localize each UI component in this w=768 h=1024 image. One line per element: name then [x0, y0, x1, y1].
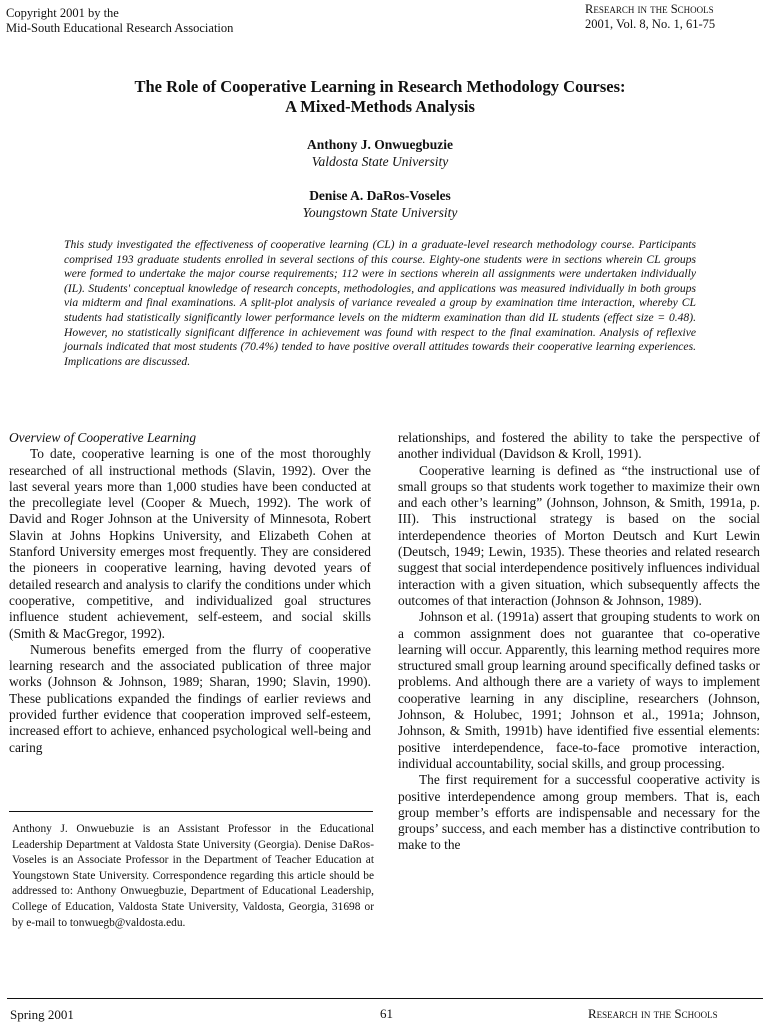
- body-column-right: [398, 430, 760, 854]
- author-name: Denise A. DaRos-Voseles: [309, 188, 451, 203]
- abstract: This study investigated the effectiveness of cooperative learning (CL) in a graduate-level research methodology course. Participants comprised 193 graduate students enrolled in several sections of this course. Eighty-one students were in sections wherein CL groups were formed to undertake the major course requirements; 112 were in sections wherein all assignments were undertaken individually (IL). Students' conceptual knowledge of research concepts, methodologies, and applications was measured individually in both groups via midterm and final examinations. A split-plot analysis of variance revealed a group by examination time interaction, whereby CL students had statistically significantly lower performance levels on the midterm examination than did IL students (effect size = 0.48). However, no statistically significant difference in achievement was found with respect to the final examination. Analysis of reflexive journals indicated that most students (70.4%) tended to have positive overall attitudes towards their cooperative learning experiences. Implications are discussed.: [64, 238, 696, 368]
- title-line-2: A Mixed-Methods Analysis: [285, 97, 475, 116]
- author-affiliation: Valdosta State University: [311, 154, 449, 169]
- footer-issue: Spring 2001: [10, 1007, 74, 1022]
- title-line-1: The Role of Cooperative Learning in Research Methodology Courses:: [134, 77, 626, 96]
- copyright-line-1: Copyright 2001 by the: [6, 6, 119, 20]
- copyright-line-2: Mid-South Educational Research Association: [6, 21, 234, 35]
- body-column-left: [9, 430, 371, 756]
- section-heading: Overview of Cooperative Learning: [9, 430, 197, 445]
- author-name: Anthony J. Onwuegbuzie: [307, 137, 453, 152]
- footer-divider: [7, 998, 763, 999]
- article-title: [40, 77, 720, 117]
- journal-name-header: Research in the Schools: [585, 2, 714, 16]
- body-paragraph-continued: relationships, and fostered the ability to take the perspective of another individual (Davidson & Kroll, 1991).: [398, 430, 760, 462]
- body-paragraph: To date, cooperative learning is one of the most thoroughly researched of all instructional methods (Slavin, 1992). Over the last several years more than 1,000 studies have been conducted at the precollegiate level (Cooper & Muech, 1992). The work of David and Roger Johnson at the University of Minnesota, Robert Slavin at Johns Hopkins University, and Elizabeth Cohen at Stanford University emerges most frequently. They are considered the pioneers in cooperative learning, having devoted years of detailed research and analysis to clarify the conditions under which cooperative, competitive, and individualized goal structures influence student achievement, self-esteem, and social skills (Smith & MacGregor, 1992).: [9, 446, 371, 641]
- author-block-1: [40, 136, 720, 170]
- footnote-divider: [9, 811, 373, 812]
- author-block-2: [40, 187, 720, 221]
- author-footnote: Anthony J. Onwuebuzie is an Assistant Professor in the Educational Leadership Department at Valdosta State University (Georgia). Denise DaRos-Voseles is an Associate Professor in the Department of Teacher Education at Youngstown State University. Correspondence regarding this article should be addressed to: Anthony Onwuegbuzie, Department of Educational Leadership, College of Education, Valdosta State University, Valdosta, Georgia, 31698 or by e-mail to tonwuegb@valdosta.edu.: [12, 823, 374, 929]
- running-header-copyright: [6, 6, 233, 36]
- author-affiliation: Youngstown State University: [302, 205, 458, 220]
- body-paragraph: Johnson et al. (1991a) assert that grouping students to work on a common assignment does not guarantee that co-operative learning will occur. Apparently, this learning method requires more structured small group learning around specifically defined tasks or problems. And although there are a variety of ways to implement cooperative learning in any discipline, researchers (Johnson, Johnson, & Holubec, 1991; Johnson et al., 1991a; Johnson, Johnson, & Smith, 1991b) have identified five essential elements: positive interdependence, face-to-face promotive interaction, individual accountability, social skills, and group processing.: [398, 609, 760, 771]
- body-paragraph: Cooperative learning is defined as “the instructional use of small groups so that students work together to maximize their own and each other’s learning” (Johnson, Johnson, & Smith, 1991a, p. III). This instructional strategy is based on the social interdependence theories of Morton Deutsch and Kurt Lewin (Deutsch, 1949; Lewin, 1935). These theories and related research suggest that social interdependence positively influences individual interaction with a given situation, which subsequently affects the outcomes of that interaction (Johnson & Johnson, 1989).: [398, 462, 760, 608]
- body-paragraph: The first requirement for a successful cooperative activity is positive interdependence among group members. That is, each group member’s efforts are indispensable and necessary for the groups’ success, and each member has a distinctive contribution to make to the: [398, 772, 760, 853]
- footer-journal-name: Research in the Schools: [588, 1006, 718, 1021]
- body-paragraph: Numerous benefits emerged from the flurry of cooperative learning research and the associated publication of three major works (Johnson & Johnson, 1989; Sharan, 1990; Slavin, 1990). These publications expanded the findings of earlier reviews and provided further evidence that cooperation improved self-esteem, increased effort to achieve, enhanced psychological well-being and caring: [9, 641, 371, 755]
- page-number: 61: [380, 1006, 393, 1021]
- running-header-citation: [585, 2, 715, 32]
- volume-citation: 2001, Vol. 8, No. 1, 61-75: [585, 17, 716, 31]
